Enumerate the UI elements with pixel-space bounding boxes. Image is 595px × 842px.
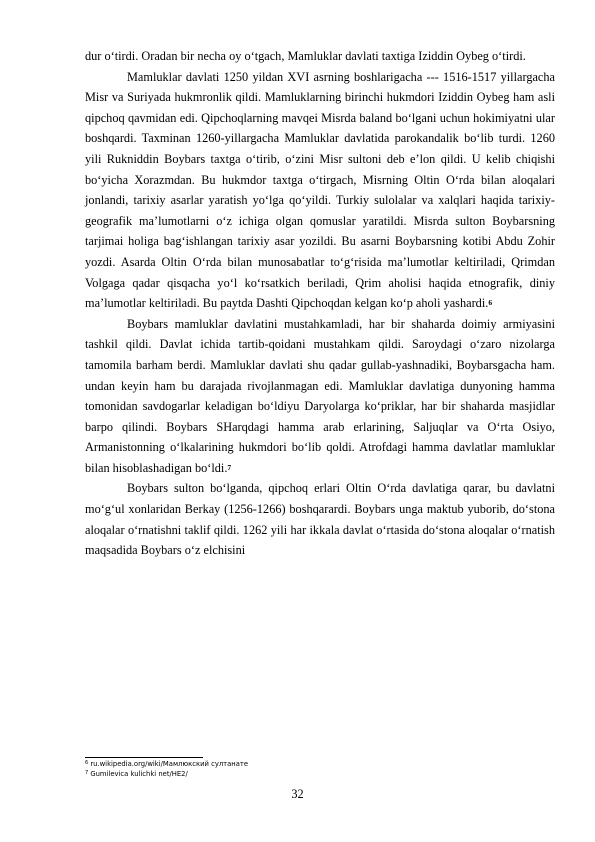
paragraph-2-text: Mamluklar davlati 1250 yildan XVI asrning boshlarigacha --- 1516-1517 yillargacha Misr va Suriyada hukmronlik qildi. Mamluklarning birinchi hukmdori Iziddin Oybeg ham asli qipchoq qavmidan edi. Qipchoqlarning mavqei Misrda baland bo‘lgani uchun hokimiyatni ular boshqardi. Taxminan 1260-yillargacha Mamluklar davlatida parokandalik bo‘lib turdi. 1260 yili Rukniddin Boybars taxtga o‘tirib, o‘zini Misr sultoni deb e’lon qildi. U kelib chiqishi bo‘yicha Xorazmdan. Bu hukmdor taxtga o‘tirgach, Misrning Oltin O‘rda bilan aloqalari jonlandi, tarixiy asarlar yaratish yo‘lga qo‘yildi. Turkiy sulolalar va xalqlari haqida tarixiy-geografik ma’lumotlarni o‘z ichiga olgan qomuslar yaratildi. Misrda sulton Boybarsning tarjimai holiga bag‘ishlangan tarixiy asar yozildi. Bu asarni Boybarsning kotibi Abdu Zohir yozdi. Asarda Oltin O‘rda bilan munosabatlar to‘g‘risida ma’lumotlar keltiriladi, Qrimdan Volgaga qadar qisqacha yo‘l ko‘rsatkich beriladi, Qrim aholisi haqida etnografik, diniy ma’lumotlar keltiriladi. Bu paytda Dashti Qipchoqdan kelgan ko‘p aholi yashardi. — [85, 69, 555, 311]
footnote-text-6[interactable]: ru.wikipedia.org/wiki/Мамлюкский султанатe — [90, 760, 249, 768]
footnote-separator — [85, 757, 203, 758]
paragraph-1-text: dur o‘tirdi. Oradan bir necha oy o‘tgach, Mamluklar davlati taxtiga Iziddin Oybeg o‘tirdi. — [85, 49, 526, 63]
footnote-7 — [85, 769, 555, 779]
paragraph-2 — [85, 67, 555, 314]
paragraph-4-text: Boybars sulton bo‘lganda, qipchoq erlari Oltin O‘rda davlatiga qarar, bu davlatni mo‘g‘ul xonlaridan Berkay (1256-1266) boshqarardi. Boybars unga maktub yuborib, do‘stona aloqalar o‘rnatishni taklif qildi. 1262 yili har ikkala davlat o‘rtasida do‘stona aloqalar o‘rnatish maqsadida Boybars o‘z elchisini — [85, 481, 555, 558]
page-number: 32 — [291, 787, 304, 801]
footnote-text-7: Gumilevica kulichki net/HE2/ — [90, 770, 188, 778]
body-text — [85, 46, 555, 561]
footnote-mark-7: 7 — [85, 770, 89, 776]
footnote-6 — [85, 759, 555, 769]
paragraph-3 — [85, 314, 555, 479]
paragraph-4 — [85, 478, 555, 560]
footnote-ref-7[interactable]: 7 — [227, 462, 232, 472]
paragraph-1 — [85, 46, 555, 67]
footnotes — [85, 759, 555, 779]
footnote-mark-6: 6 — [85, 760, 89, 766]
footnote-ref-6[interactable]: 6 — [488, 298, 493, 308]
paragraph-3-text: Boybars mamluklar davlatini mustahkamladi, har bir shaharda doimiy armiyasini tashkil qildi. Davlat ichida tartib-qoidani mustahkam qildi. Saroydagi o‘zaro nizolarga tamomila barham berdi. Mamluklar davlati shu qadar gullab-yashnadiki, Boybarsgacha ham. undan keyin ham bu darajada rivojlanmagan edi. Mamluklar davlatiga dunyoning hamma tomonidan savdogarlar keladigan bo‘ldiyu Daryolarga ko‘priklar, har bir shaharda masjidlar barpo qilindi. Boybars SHarqdagi hamma arab erlarining, Saljuqlar va O‘rta Osiyo, Armanistonning o‘lkalarining hukmdori bo‘lib qoldi. Atrofdagi hamma davlatlar mamluklar bilan hisoblashadigan bo‘ldi. — [85, 316, 555, 475]
